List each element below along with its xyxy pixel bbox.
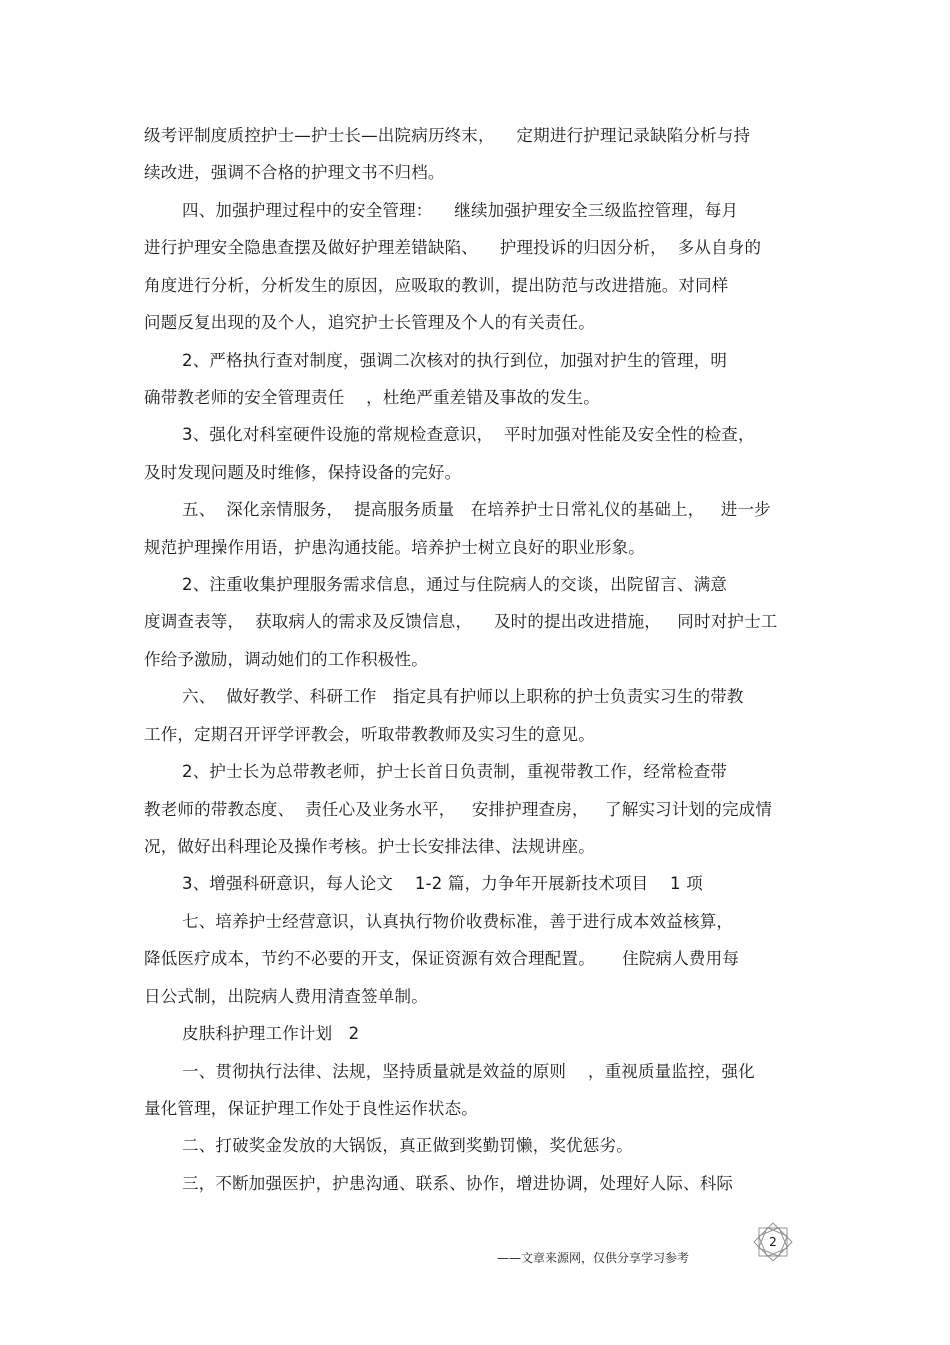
text-line: 级考评制度质控护士—护士长—出院病历终末， 定期进行护理记录缺陷分析与持 bbox=[144, 126, 751, 145]
text-line: 四、加强护理过程中的安全管理： 继续加强护理安全三级监控管理，每月 bbox=[182, 201, 739, 220]
text-line: 2、护士长为总带教老师，护士长首日负责制，重视带教工作，经常检查带 bbox=[182, 762, 728, 781]
text-line: 及时发现问题及时维修，保持设备的完好。 bbox=[144, 463, 462, 482]
text-line: 量化管理，保证护理工作处于良性运作状态。 bbox=[144, 1099, 478, 1118]
text-line: 确带教老师的安全管理责任 ，杜绝严重差错及事故的发生。 bbox=[144, 388, 600, 407]
source-note: ——文章来源网，仅供分享学习参考 bbox=[497, 1251, 690, 1265]
text-line: 2、严格执行查对制度，强调二次核对的执行到位，加强对护生的管理，明 bbox=[182, 351, 728, 370]
text-line: 六、 做好教学、科研工作 指定具有护师以上职称的护士负责实习生的带教 bbox=[182, 687, 744, 706]
text-line: 角度进行分析，分析发生的原因，应吸取的教训，提出防范与改进措施。对同样 bbox=[144, 276, 729, 295]
text-line: 工作，定期召开评学评教会，听取带教教师及实习生的意见。 bbox=[144, 725, 595, 744]
text-line: 2、注重收集护理服务需求信息，通过与住院病人的交谈，出院留言、满意 bbox=[182, 575, 728, 594]
text-line: 七、培养护士经营意识，认真执行物价收费标准，善于进行成本效益核算， bbox=[182, 912, 734, 931]
text-line: 二、打破奖金发放的大锅饭，真正做到奖勤罚懒，奖优惩劣。 bbox=[182, 1136, 633, 1155]
text-line: 三，不断加强医护，护患沟通、联系、协作，增进协调，处理好人际、科际 bbox=[182, 1174, 734, 1193]
page-number-badge bbox=[751, 1222, 795, 1262]
text-line: 3、增强科研意识，每人论文 1-2 篇，力争年开展新技术项目 1 项 bbox=[182, 874, 703, 893]
text-line: 降低医疗成本，节约不必要的开支，保证资源有效合理配置。 住院病人费用每 bbox=[144, 949, 740, 968]
text-line: 3、强化对科室硬件设施的常规检查意识， 平时加强对性能及安全性的检查， bbox=[182, 425, 755, 444]
text-line: 度调查表等， 获取病人的需求及反馈信息， 及时的提出改进措施， 同时对护士工 bbox=[144, 612, 778, 631]
text-line: 教老师的带教态度、 责任心及业务水平， 安排护理查房， 了解实习计划的完成情 bbox=[144, 800, 773, 819]
text-line: 问题反复出现的及个人，追究护士长管理及个人的有关责任。 bbox=[144, 313, 595, 332]
text-line: 况，做好出科理论及操作考核。护士长安排法律、法规讲座。 bbox=[144, 837, 595, 856]
text-line: 一、贯彻执行法律、法规，坚持质量就是效益的原则 ，重视质量监控，强化 bbox=[182, 1062, 755, 1081]
text-line: 五、 深化亲情服务， 提高服务质量 在培养护士日常礼仪的基础上， 进一步 bbox=[182, 500, 771, 519]
page-number: 2 bbox=[769, 1235, 777, 1249]
text-line: 续改进，强调不合格的护理文书不归档。 bbox=[144, 163, 445, 182]
text-line: 日公式制，出院病人费用清查签单制。 bbox=[144, 987, 428, 1006]
text-line: 规范护理操作用语，护患沟通技能。培养护士树立良好的职业形象。 bbox=[144, 538, 645, 557]
section-heading: 皮肤科护理工作计划 2 bbox=[182, 1024, 360, 1043]
text-line: 进行护理安全隐患查摆及做好护理差错缺陷、 护理投诉的归因分析， 多从自身的 bbox=[144, 238, 762, 257]
text-line: 作给予激励，调动她们的工作积极性。 bbox=[144, 650, 428, 669]
